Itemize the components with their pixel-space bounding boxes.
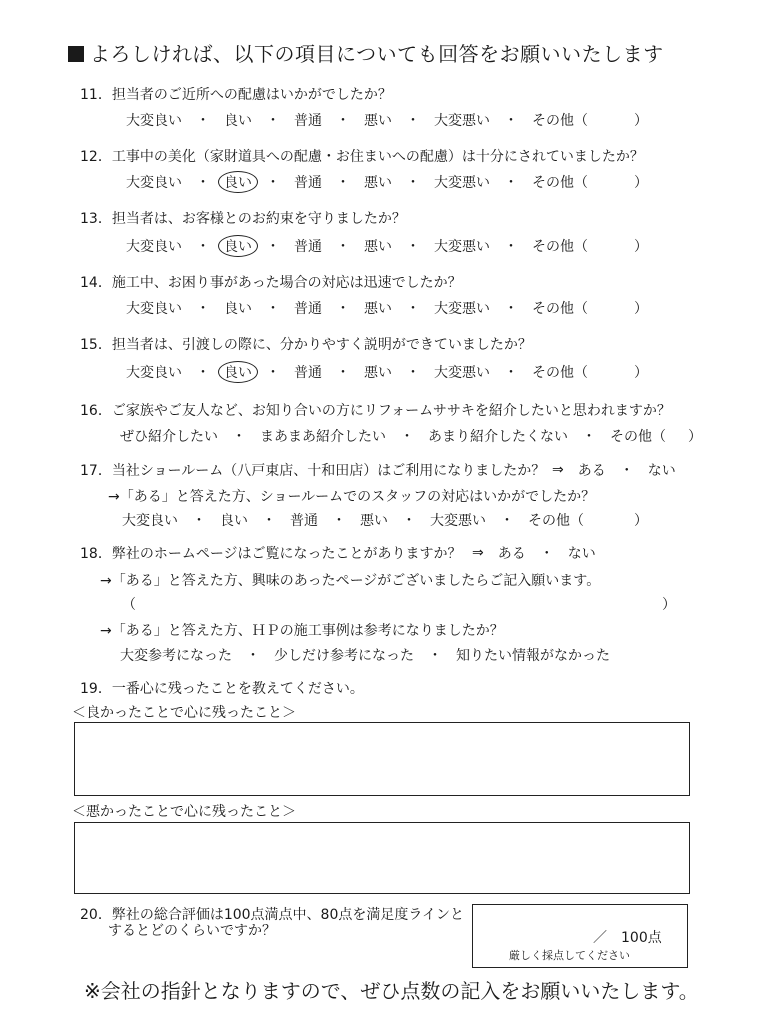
option-other[interactable]: その他（ [610, 429, 666, 445]
question-17 [80, 460, 545, 480]
arrow-icon: ⇒ [552, 462, 564, 478]
question-text: 施工中、お困り事があった場合の対応は迅速でしたか？ [111, 275, 462, 291]
question-number: 11． [80, 87, 112, 103]
option-yes[interactable]: ある [497, 546, 526, 562]
option-bad[interactable]: 悪い [364, 365, 392, 381]
option-other[interactable]: その他（ [532, 301, 588, 317]
option-very-bad[interactable]: 大変悪い [430, 513, 486, 529]
option-very-good[interactable]: 大変良い [126, 365, 182, 381]
close-paren: ） [634, 175, 648, 191]
close-paren: ） [634, 239, 648, 255]
option-definitely-recommend[interactable]: ぜひ紹介したい [120, 429, 218, 445]
question-text: 当社ショールーム（八戸東店、十和田店）はご利用になりましたか？ [111, 463, 546, 479]
answer-options-13: 大変良い ・ 良い ・ 普通 ・ 悪い ・ 大変悪い ・ その他（ [126, 236, 588, 256]
option-very-bad[interactable]: 大変悪い [434, 113, 490, 129]
option-no[interactable]: ない [567, 546, 596, 562]
arrow-icon: ⇒ [472, 545, 484, 561]
close-paren: ） [634, 513, 648, 529]
footer-note: ※会社の指針となりますので、ぜひ点数の記入をお願いいたします。 [84, 979, 699, 1003]
answer-options-17: 大変良い ・ 良い ・ 普通 ・ 悪い ・ 大変悪い ・ その他（ [122, 510, 584, 530]
showroom-yes-no: ⇒ ある ・ ない [552, 462, 676, 479]
option-good-circled[interactable]: 良い [218, 361, 258, 383]
question-number: 13． [80, 211, 112, 227]
option-normal[interactable]: 普通 [294, 175, 322, 191]
square-bullet-icon [68, 46, 84, 62]
option-normal[interactable]: 普通 [294, 365, 322, 381]
question-number: 12． [80, 149, 112, 165]
option-very-bad[interactable]: 大変悪い [434, 301, 490, 317]
bad-memory-textbox[interactable] [74, 822, 690, 894]
option-not-recommend[interactable]: あまり紹介したくない [428, 429, 568, 445]
question-number: 18． [80, 546, 112, 562]
answer-options-11: 大変良い ・ 良い ・ 普通 ・ 悪い ・ 大変悪い ・ その他（ [126, 110, 588, 130]
answer-options-15: 大変良い ・ 良い ・ 普通 ・ 悪い ・ 大変悪い ・ その他（ [126, 362, 588, 382]
option-not-helpful[interactable]: 知りたい情報がなかった [456, 648, 610, 664]
close-paren: ） [634, 113, 648, 129]
question-18-followup-2: →「ある」と答えた方、ＨＰの施工事例は参考になりましたか？ [100, 623, 504, 639]
option-no[interactable]: ない [647, 463, 676, 479]
option-normal[interactable]: 普通 [294, 113, 322, 129]
option-bad[interactable]: 悪い [364, 239, 392, 255]
option-bad[interactable]: 悪い [360, 513, 388, 529]
question-text: 工事中の美化（家財道具への配慮・お住まいへの配慮）は十分にされていましたか？ [111, 149, 644, 165]
option-other[interactable]: その他（ [532, 113, 588, 129]
question-number: 14． [80, 275, 112, 291]
score-box[interactable] [472, 904, 688, 968]
close-paren: ） [634, 365, 648, 381]
option-good-circled[interactable]: 良い [218, 235, 258, 257]
option-very-good[interactable]: 大変良い [126, 301, 182, 317]
question-20-line2: するとどのくらいですか？ [108, 923, 276, 939]
option-very-helpful[interactable]: 大変参考になった [120, 648, 232, 664]
question-12 [80, 146, 644, 166]
question-17-followup: →「ある」と答えた方、ショールームでのスタッフの対応はいかがでしたか？ [108, 489, 596, 505]
option-bad[interactable]: 悪い [364, 301, 392, 317]
answer-options-18: 大変参考になった ・ 少しだけ参考になった ・ 知りたい情報がなかった [120, 645, 610, 665]
answer-options-14: 大変良い ・ 良い ・ 普通 ・ 悪い ・ 大変悪い ・ その他（ [126, 298, 588, 318]
good-memory-textbox[interactable] [74, 722, 690, 796]
question-number: 17． [80, 463, 112, 479]
option-very-good[interactable]: 大変良い [126, 113, 182, 129]
question-11 [80, 84, 392, 104]
option-other[interactable]: その他（ [532, 365, 588, 381]
score-label: ／ 100点 [593, 930, 662, 946]
close-paren: ） [662, 597, 676, 613]
option-somewhat-recommend[interactable]: まあまあ紹介したい [260, 429, 386, 445]
option-normal[interactable]: 普通 [294, 301, 322, 317]
option-other[interactable]: その他（ [528, 513, 584, 529]
option-slightly-helpful[interactable]: 少しだけ参考になった [274, 648, 414, 664]
bad-memory-label: ＜悪かったことで心に残ったこと＞ [72, 804, 296, 820]
question-19 [80, 678, 364, 698]
option-very-good[interactable]: 大変良い [122, 513, 178, 529]
question-13 [80, 208, 406, 228]
answer-options-16: ぜひ紹介したい ・ まあまあ紹介したい ・ あまり紹介したくない ・ その他（ [120, 426, 666, 446]
page-header [68, 38, 664, 67]
option-bad[interactable]: 悪い [364, 175, 392, 191]
question-text: 担当者のご近所への配慮はいかがでしたか？ [111, 87, 392, 103]
question-number: 16． [80, 403, 112, 419]
close-paren: ） [688, 429, 702, 445]
question-number: 19． [80, 681, 112, 697]
question-text: 担当者は、お客様とのお約束を守りましたか？ [111, 211, 406, 227]
option-normal[interactable]: 普通 [294, 239, 322, 255]
close-paren: ） [634, 301, 648, 317]
question-text: 担当者は、引渡しの際に、分かりやすく説明ができていましたか？ [111, 337, 532, 353]
option-very-bad[interactable]: 大変悪い [434, 239, 490, 255]
question-number: 20． [80, 907, 112, 923]
question-text: 一番心に残ったことを教えてください。 [111, 681, 364, 697]
open-paren: （ [122, 597, 136, 613]
option-very-bad[interactable]: 大変悪い [434, 365, 490, 381]
homepage-yes-no: ⇒ ある ・ ない [472, 545, 596, 562]
question-number: 15． [80, 337, 112, 353]
question-15 [80, 334, 532, 354]
score-note: 厳しく採点してください [509, 949, 630, 962]
question-16 [80, 400, 671, 420]
option-yes[interactable]: ある [577, 463, 606, 479]
option-normal[interactable]: 普通 [290, 513, 318, 529]
question-14 [80, 272, 462, 292]
question-18 [80, 543, 462, 563]
question-text: 弊社の総合評価は100点満点中、80点を満足度ラインと [111, 907, 464, 923]
header-text: よろしければ、以下の項目についても回答をお願いいたします [90, 42, 664, 66]
question-text: ご家族やご友人など、お知り合いの方にリフォームササキを紹介したいと思われますか？ [111, 403, 671, 419]
option-bad[interactable]: 悪い [364, 113, 392, 129]
option-very-good[interactable]: 大変良い [126, 175, 182, 191]
question-text: 弊社のホームページはご覧になったことがありますか？ [111, 546, 462, 562]
option-very-good[interactable]: 大変良い [126, 239, 182, 255]
option-good[interactable]: 良い [224, 113, 252, 129]
option-other[interactable]: その他（ [532, 175, 588, 191]
option-very-bad[interactable]: 大変悪い [434, 175, 490, 191]
option-good-circled[interactable]: 良い [218, 171, 258, 193]
answer-options-12: 大変良い ・ 良い ・ 普通 ・ 悪い ・ 大変悪い ・ その他（ [126, 172, 588, 192]
option-good[interactable]: 良い [224, 301, 252, 317]
good-memory-label: ＜良かったことで心に残ったこと＞ [72, 705, 296, 721]
option-good[interactable]: 良い [220, 513, 248, 529]
question-18-followup-1: →「ある」と答えた方、興味のあったページがございましたらご記入願います。 [100, 573, 601, 589]
option-other[interactable]: その他（ [532, 239, 588, 255]
